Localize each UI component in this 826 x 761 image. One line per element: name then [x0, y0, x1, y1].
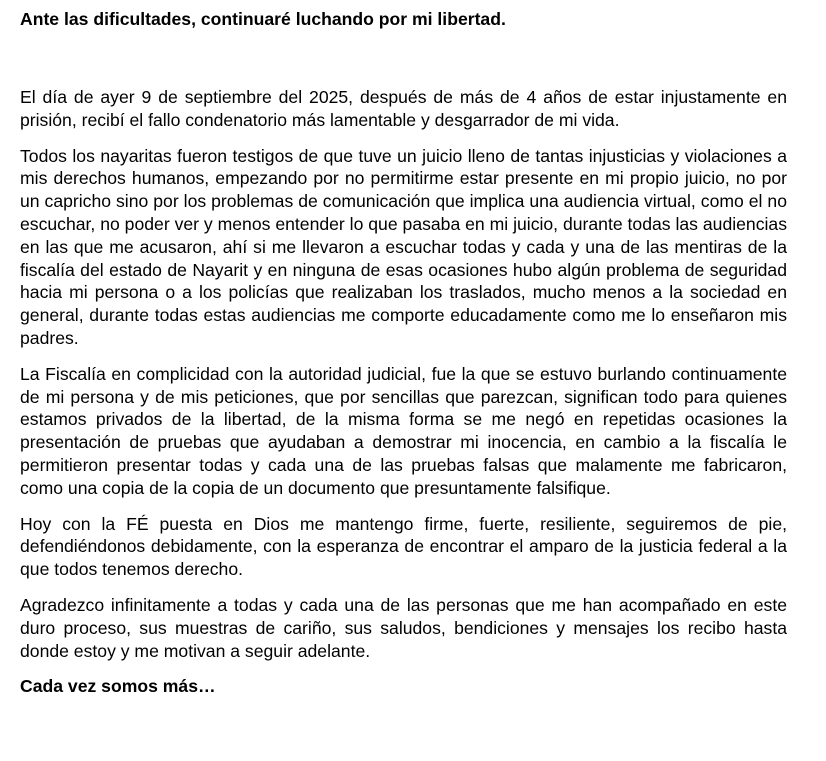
paragraph-4: Hoy con la FÉ puesta en Dios me mantengo firme, fuerte, resiliente, seguiremos de pie, defendiéndonos debidamente, con la esperanza de encontrar el amparo de la justicia federal a la que todos tenemos derecho. [20, 513, 787, 580]
document [20, 8, 787, 698]
paragraph-5: Agradezco infinitamente a todas y cada una de las personas que me han acompañado en este duro proceso, sus muestras de cariño, sus saludos, bendiciones y mensajes los recibo hasta donde estoy y me motivan a seguir adelante. [20, 594, 787, 661]
closing-line: Cada vez somos más… [20, 676, 216, 697]
paragraph-2: Todos los nayaritas fueron testigos de que tuve un juicio lleno de tantas injusticias y violaciones a mis derechos humanos, empezando por no permitirme estar presente en mi propio juicio, no por un capricho sino por los problemas de comunicación que implica una audiencia virtual, como el no escuchar, no poder ver y menos entender lo que pasaba en mi juicio, durante todas las audiencias en las que me acusaron, ahí si me llevaron a escuchar todas y cada y una de las mentiras de la fiscalía del estado de Nayarit y en ninguna de esas ocasiones hubo algún problema de seguridad hacia mi persona o a los policías que realizaban los traslados, mucho menos a la sociedad en general, durante todas estas audiencias me comporte educadamente como me lo enseñaron mis padres. [20, 145, 787, 348]
paragraph-3: La Fiscalía en complicidad con la autoridad judicial, fue la que se estuvo burlando continuamente de mi persona y de mis peticiones, que por sencillas que parezcan, significan todo para quienes estamos privados de la libertad, de la misma forma se me negó en repetidas ocasiones la presentación de pruebas que ayudaban a demostrar mi inocencia, en cambio a la fiscalía le permitieron presentar todas y cada una de las pruebas falsas que malamente me fabricaron, como una copia de la copia de un documento que presuntamente falsifique. [20, 363, 787, 498]
document-body [20, 86, 787, 662]
paragraph-1: El día de ayer 9 de septiembre del 2025, después de más de 4 años de estar injustamente en prisión, recibí el fallo condenatorio más lamentable y desgarrador de mi vida. [20, 87, 787, 130]
document-title: Ante las dificultades, continuaré luchando por mi libertad. [20, 9, 506, 29]
